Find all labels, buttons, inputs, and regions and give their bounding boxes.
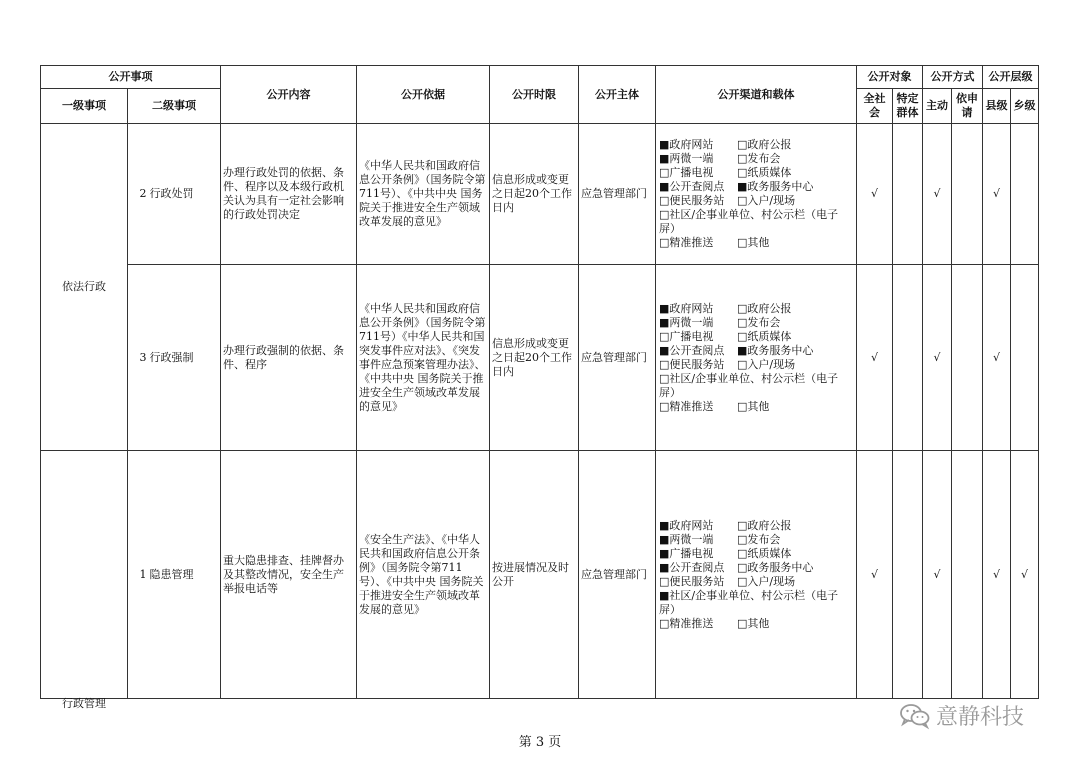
content-cell: 重大隐患排查、挂牌督办及其整改情况，安全生产举报电话等 — [221, 451, 357, 699]
header-target: 公开对象 — [857, 66, 923, 89]
category-cell: 行政管理 — [41, 451, 128, 699]
table-row — [41, 451, 1039, 699]
header-mode-request: 依申请 — [952, 89, 983, 124]
header-level-county: 县级 — [983, 89, 1011, 124]
channel-line: ■公开查阅点 □政务服务中心 — [659, 560, 814, 574]
channel-line: ■两微一端 □发布会 — [659, 532, 781, 546]
channel-line: □精准推送 □其他 — [659, 399, 770, 413]
channel-line: □精准推送 □其他 — [659, 236, 770, 249]
channel-line: □社区/企事业单位、村公示栏（电子屏） — [659, 208, 839, 235]
channel-line: ■公开查阅点 ■政务服务中心 — [659, 343, 814, 357]
check-mode-active: √ — [923, 124, 952, 265]
channel-line: ■广播电视 □纸质媒体 — [659, 546, 792, 560]
channel-line: ■两微一端 □发布会 — [659, 152, 781, 165]
check-mode-active: √ — [923, 451, 952, 699]
header-channels: 公开渠道和载体 — [656, 66, 857, 124]
subject-cell: 应急管理部门 — [579, 124, 656, 265]
item-number: 1 — [128, 451, 148, 699]
header-content: 公开内容 — [221, 66, 357, 124]
header-basis: 公开依据 — [357, 66, 490, 124]
check-level-county: √ — [983, 451, 1011, 699]
check-level-town: √ — [1011, 451, 1039, 699]
channel-line: ■公开查阅点 ■政务服务中心 — [659, 180, 814, 193]
header-subject: 公开主体 — [579, 66, 656, 124]
check-target-specific — [893, 451, 923, 699]
header-disclosure-item: 公开事项 — [41, 66, 221, 89]
check-mode-request — [952, 265, 983, 451]
channel-line: □便民服务站 □入户/现场 — [659, 574, 796, 588]
basis-cell: 《中华人民共和国政府信息公开条例》（国务院令第711号）《中华人民共和国突发事件应对法》、《突发事件应急预案管理办法》、《中共中央 国务院关于推进安全生产领域改革发展的意见》 — [357, 265, 490, 451]
item-name: 隐患管理 — [148, 451, 221, 699]
item-name: 行政处罚 — [148, 124, 221, 265]
check-target-all: √ — [857, 451, 893, 699]
time-limit-cell: 按进展情况及时公开 — [490, 451, 579, 699]
channel-line: □便民服务站 □入户/现场 — [659, 194, 796, 207]
watermark-text: 意静科技 — [936, 705, 1025, 730]
header-level1: 一级事项 — [41, 89, 128, 124]
header-level: 公开层级 — [983, 66, 1039, 89]
check-target-specific — [893, 265, 923, 451]
table-row — [41, 124, 1039, 265]
channel-line: ■社区/企事业单位、村公示栏（电子屏） — [659, 588, 839, 616]
channel-line: □广播电视 □纸质媒体 — [659, 166, 792, 179]
check-target-all: √ — [857, 124, 893, 265]
header-level-town: 乡级 — [1011, 89, 1039, 124]
header-target-specific: 特定群体 — [893, 89, 923, 124]
check-mode-request — [952, 124, 983, 265]
channel-line: □社区/企事业单位、村公示栏（电子屏） — [659, 371, 839, 399]
header-mode-active: 主动 — [923, 89, 952, 124]
channel-line: ■政府网站 □政府公报 — [659, 518, 792, 532]
item-number: 3 — [128, 265, 148, 451]
check-mode-active: √ — [923, 265, 952, 451]
header-mode: 公开方式 — [923, 66, 983, 89]
channel-line: ■政府网站 □政府公报 — [659, 138, 792, 151]
check-level-county: √ — [983, 124, 1011, 265]
channels-cell — [656, 451, 857, 699]
check-target-all: √ — [857, 265, 893, 451]
channel-line: □便民服务站 □入户/现场 — [659, 357, 796, 371]
disclosure-table — [40, 65, 1039, 710]
watermark — [900, 700, 1024, 731]
channel-line: □广播电视 □纸质媒体 — [659, 329, 792, 343]
time-limit-cell: 信息形成或变更之日起20个工作日内 — [490, 265, 579, 451]
table-row — [41, 265, 1039, 451]
header-time-limit: 公开时限 — [490, 66, 579, 124]
category-cell: 依法行政 — [41, 124, 128, 451]
wechat-icon — [900, 703, 930, 729]
channels-cell — [656, 124, 857, 265]
item-name: 行政强制 — [148, 265, 221, 451]
check-mode-request — [952, 451, 983, 699]
content-cell: 办理行政强制的依据、条件、程序 — [221, 265, 357, 451]
subject-cell: 应急管理部门 — [579, 451, 656, 699]
basis-cell: 《中华人民共和国政府信息公开条例》（国务院令第711号）、《中共中央 国务院关于推进安全生产领域改革发展的意见》 — [357, 124, 490, 265]
channel-line: □精准推送 □其他 — [659, 616, 770, 630]
basis-cell: 《安全生产法》、《中华人民共和国政府信息公开条例》（国务院令第711号）、《中共中央 国务院关于推进安全生产领域改革发展的意见》 — [357, 451, 490, 699]
subject-cell: 应急管理部门 — [579, 265, 656, 451]
header-level2: 二级事项 — [128, 89, 221, 124]
content-cell: 办理行政处罚的依据、条件、程序以及本级行政机关认为具有一定社会影响的行政处罚决定 — [221, 124, 357, 265]
check-level-town — [1011, 265, 1039, 451]
check-level-county: √ — [983, 265, 1011, 451]
channel-line: ■两微一端 □发布会 — [659, 315, 781, 329]
check-level-town — [1011, 124, 1039, 265]
header-target-all: 全社会 — [857, 89, 893, 124]
channel-line: ■政府网站 □政府公报 — [659, 301, 792, 315]
page-number: 第 3 页 — [518, 735, 562, 750]
item-number: 2 — [128, 124, 148, 265]
time-limit-cell: 信息形成或变更之日起20个工作日内 — [490, 124, 579, 265]
check-target-specific — [893, 124, 923, 265]
channels-cell — [656, 265, 857, 451]
